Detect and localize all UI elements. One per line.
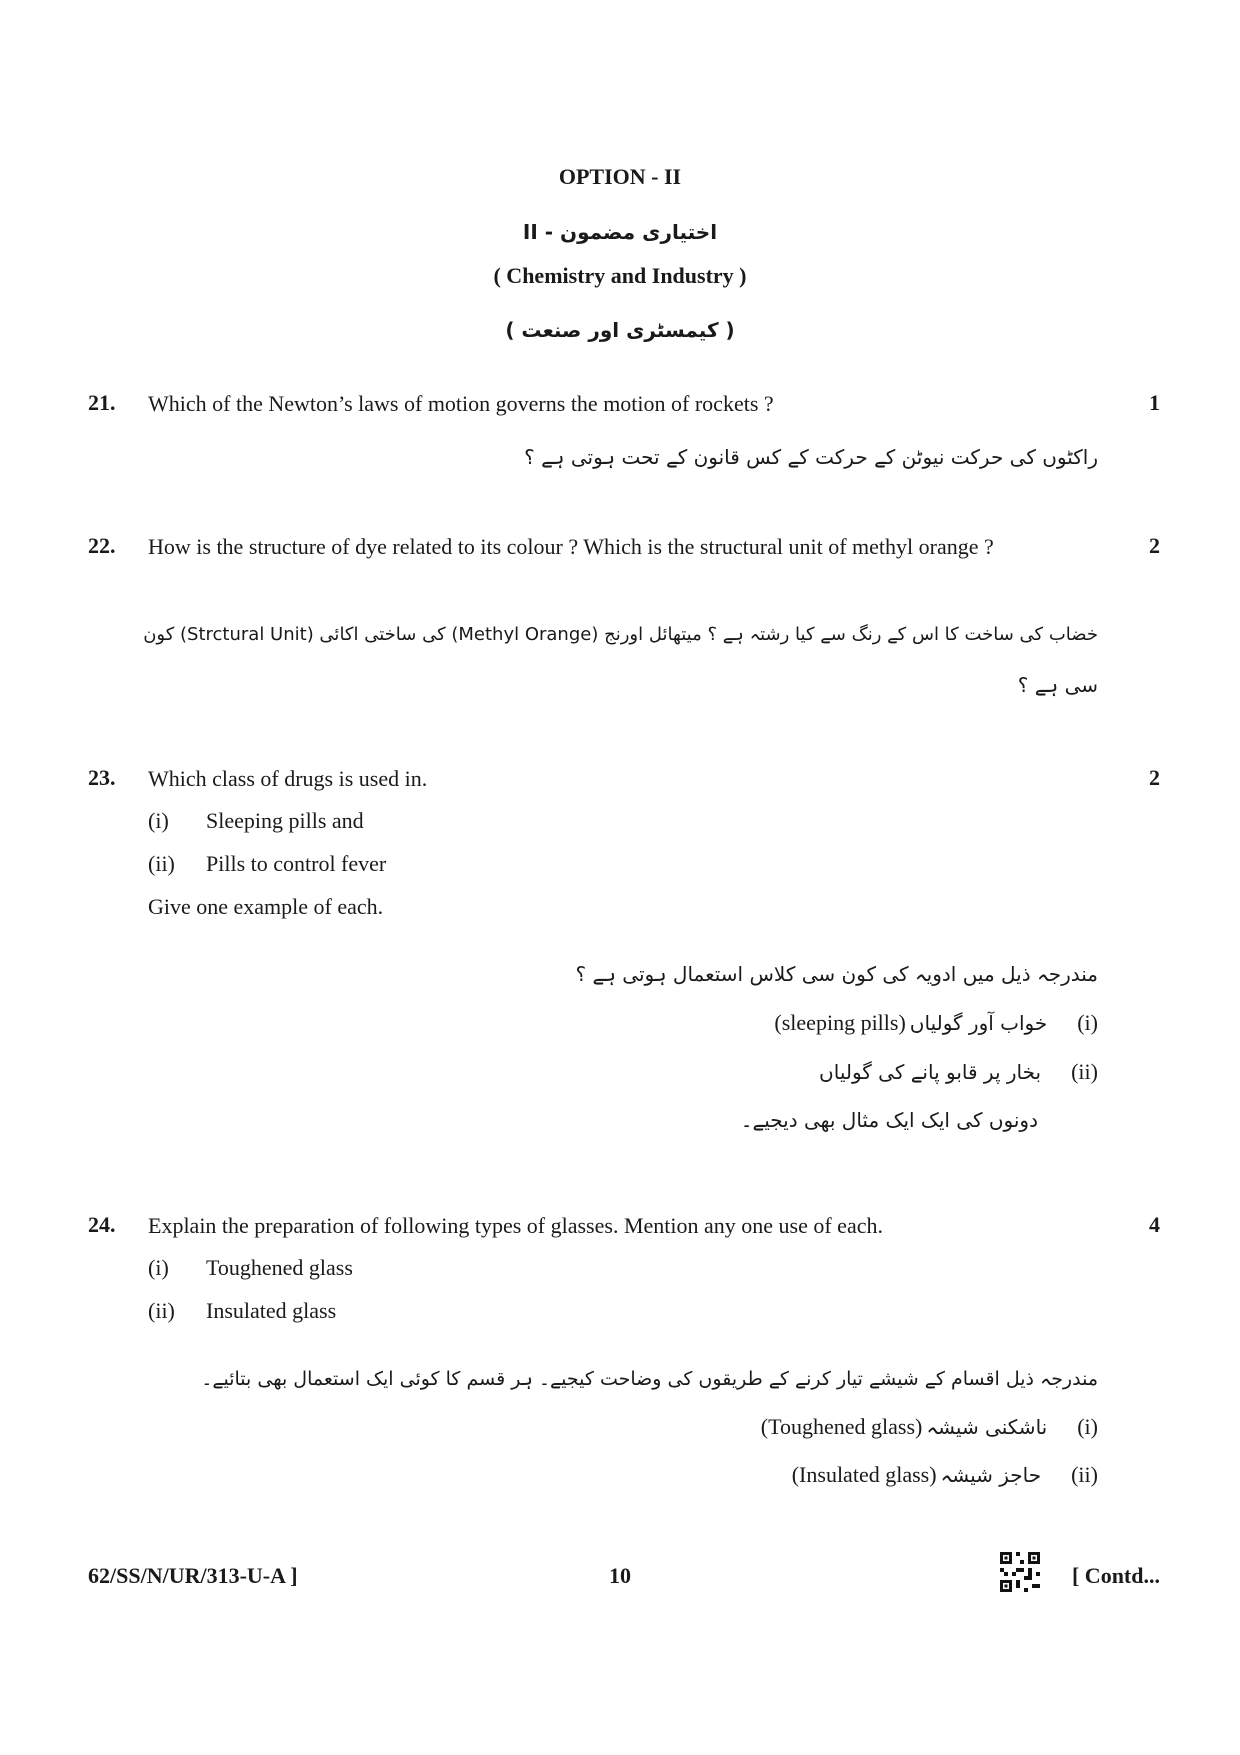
urdu-sub-item-english: (Insulated glass) (791, 1462, 937, 1487)
sub-item-number: (i) (148, 808, 169, 833)
question-text: Which of the Newton’s laws of motion governs the motion of rockets ? (148, 391, 774, 416)
option-heading-urdu: اختیاری مضمون - II (522, 220, 718, 244)
question-number: 21. (88, 390, 116, 415)
question-number: 23. (88, 765, 116, 790)
sub-item-text: Pills to control fever (206, 851, 387, 876)
question-text-urdu: مندرجہ ذیل میں ادویہ کی کون سی کلاس استعمال ہوتی ہے ؟ (575, 962, 1098, 986)
urdu-sub-item-text (774, 1006, 1047, 1040)
urdu-sub-item (819, 1055, 1098, 1089)
urdu-sub-item-number: (ii) (1071, 1462, 1098, 1487)
sub-item-number: (ii) (148, 851, 175, 876)
urdu-sub-item (761, 1410, 1098, 1444)
sub-item-number: (i) (148, 1255, 169, 1280)
sub-item-number: (ii) (148, 1298, 175, 1323)
question-text: How is the structure of dye related to its colour ? Which is the structural unit of methyl orange ? (148, 534, 994, 559)
urdu-sub-item-number: (i) (1077, 1010, 1098, 1035)
question-instruction: Give one example of each. (148, 894, 384, 919)
question-instruction-urdu: دونوں کی ایک ایک مثال بھی دیجیے۔ (740, 1108, 1038, 1132)
urdu-sub-item (792, 1458, 1098, 1492)
urdu-sub-item-number: (i) (1077, 1414, 1098, 1439)
question-text: Explain the preparation of following types of glasses. Mention any one use of each. (148, 1213, 883, 1238)
subject-heading: ( Chemistry and Industry ) (493, 263, 747, 288)
urdu-sub-item (774, 1006, 1098, 1040)
continued-label: [ Contd... (1071, 1563, 1160, 1588)
urdu-sub-item-english: (sleeping pills) (774, 1010, 906, 1035)
urdu-sub-item-label: ناشکنی شیشہ (926, 1415, 1048, 1439)
sub-item-text: Insulated glass (206, 1298, 337, 1323)
sub-item-text: Toughened glass (206, 1255, 353, 1280)
option-heading: OPTION - II (558, 164, 682, 189)
paper-code: 62/SS/N/UR/313-U-A ] (88, 1563, 298, 1588)
urdu-sub-item-number: (ii) (1071, 1059, 1098, 1084)
question-text-urdu: مندرجہ ذیل اقسام کے شیشے تیار کرنے کے طریقوں کی وضاحت کیجیے۔ ہر قسم کا کوئی ایک استعمال بھی بتائیے۔ (201, 1368, 1098, 1390)
question-number: 22. (88, 533, 116, 558)
question-text-urdu-cont: سی ہے ؟ (1017, 673, 1098, 697)
qr-code-icon (1000, 1552, 1040, 1597)
question-marks: 4 (1149, 1212, 1160, 1237)
urdu-sub-item-english: (Toughened glass) (760, 1414, 923, 1439)
subject-heading-urdu: ( کیمسٹری اور صنعت ) (505, 318, 735, 342)
urdu-sub-item-label: بخار پر قابو پانے کی گولیاں (819, 1060, 1042, 1084)
question-number: 24. (88, 1212, 116, 1237)
question-marks: 2 (1149, 765, 1160, 790)
question-text-urdu: خضاب کی ساخت کا اس کے رنگ سے کیا رشتہ ہے ؟ میتھائل اورنج (Methyl Orange) کی ساختی اکائی (Strctural Unit) کون (143, 624, 1098, 645)
page-number: 10 (609, 1563, 631, 1588)
question-text-urdu: راکٹوں کی حرکت نیوٹن کے حرکت کے کس قانون کے تحت ہوتی ہے ؟ (524, 445, 1098, 469)
urdu-sub-item-text (792, 1458, 1041, 1492)
sub-item-text: Sleeping pills and (206, 808, 364, 833)
question-text: Which class of drugs is used in. (148, 766, 428, 791)
question-marks: 1 (1149, 390, 1160, 415)
urdu-sub-item-label: حاجز شیشہ (940, 1463, 1042, 1487)
urdu-sub-item-label: خواب آور گولیاں (909, 1011, 1048, 1035)
question-marks: 2 (1149, 533, 1160, 558)
urdu-sub-item-text (761, 1410, 1047, 1444)
